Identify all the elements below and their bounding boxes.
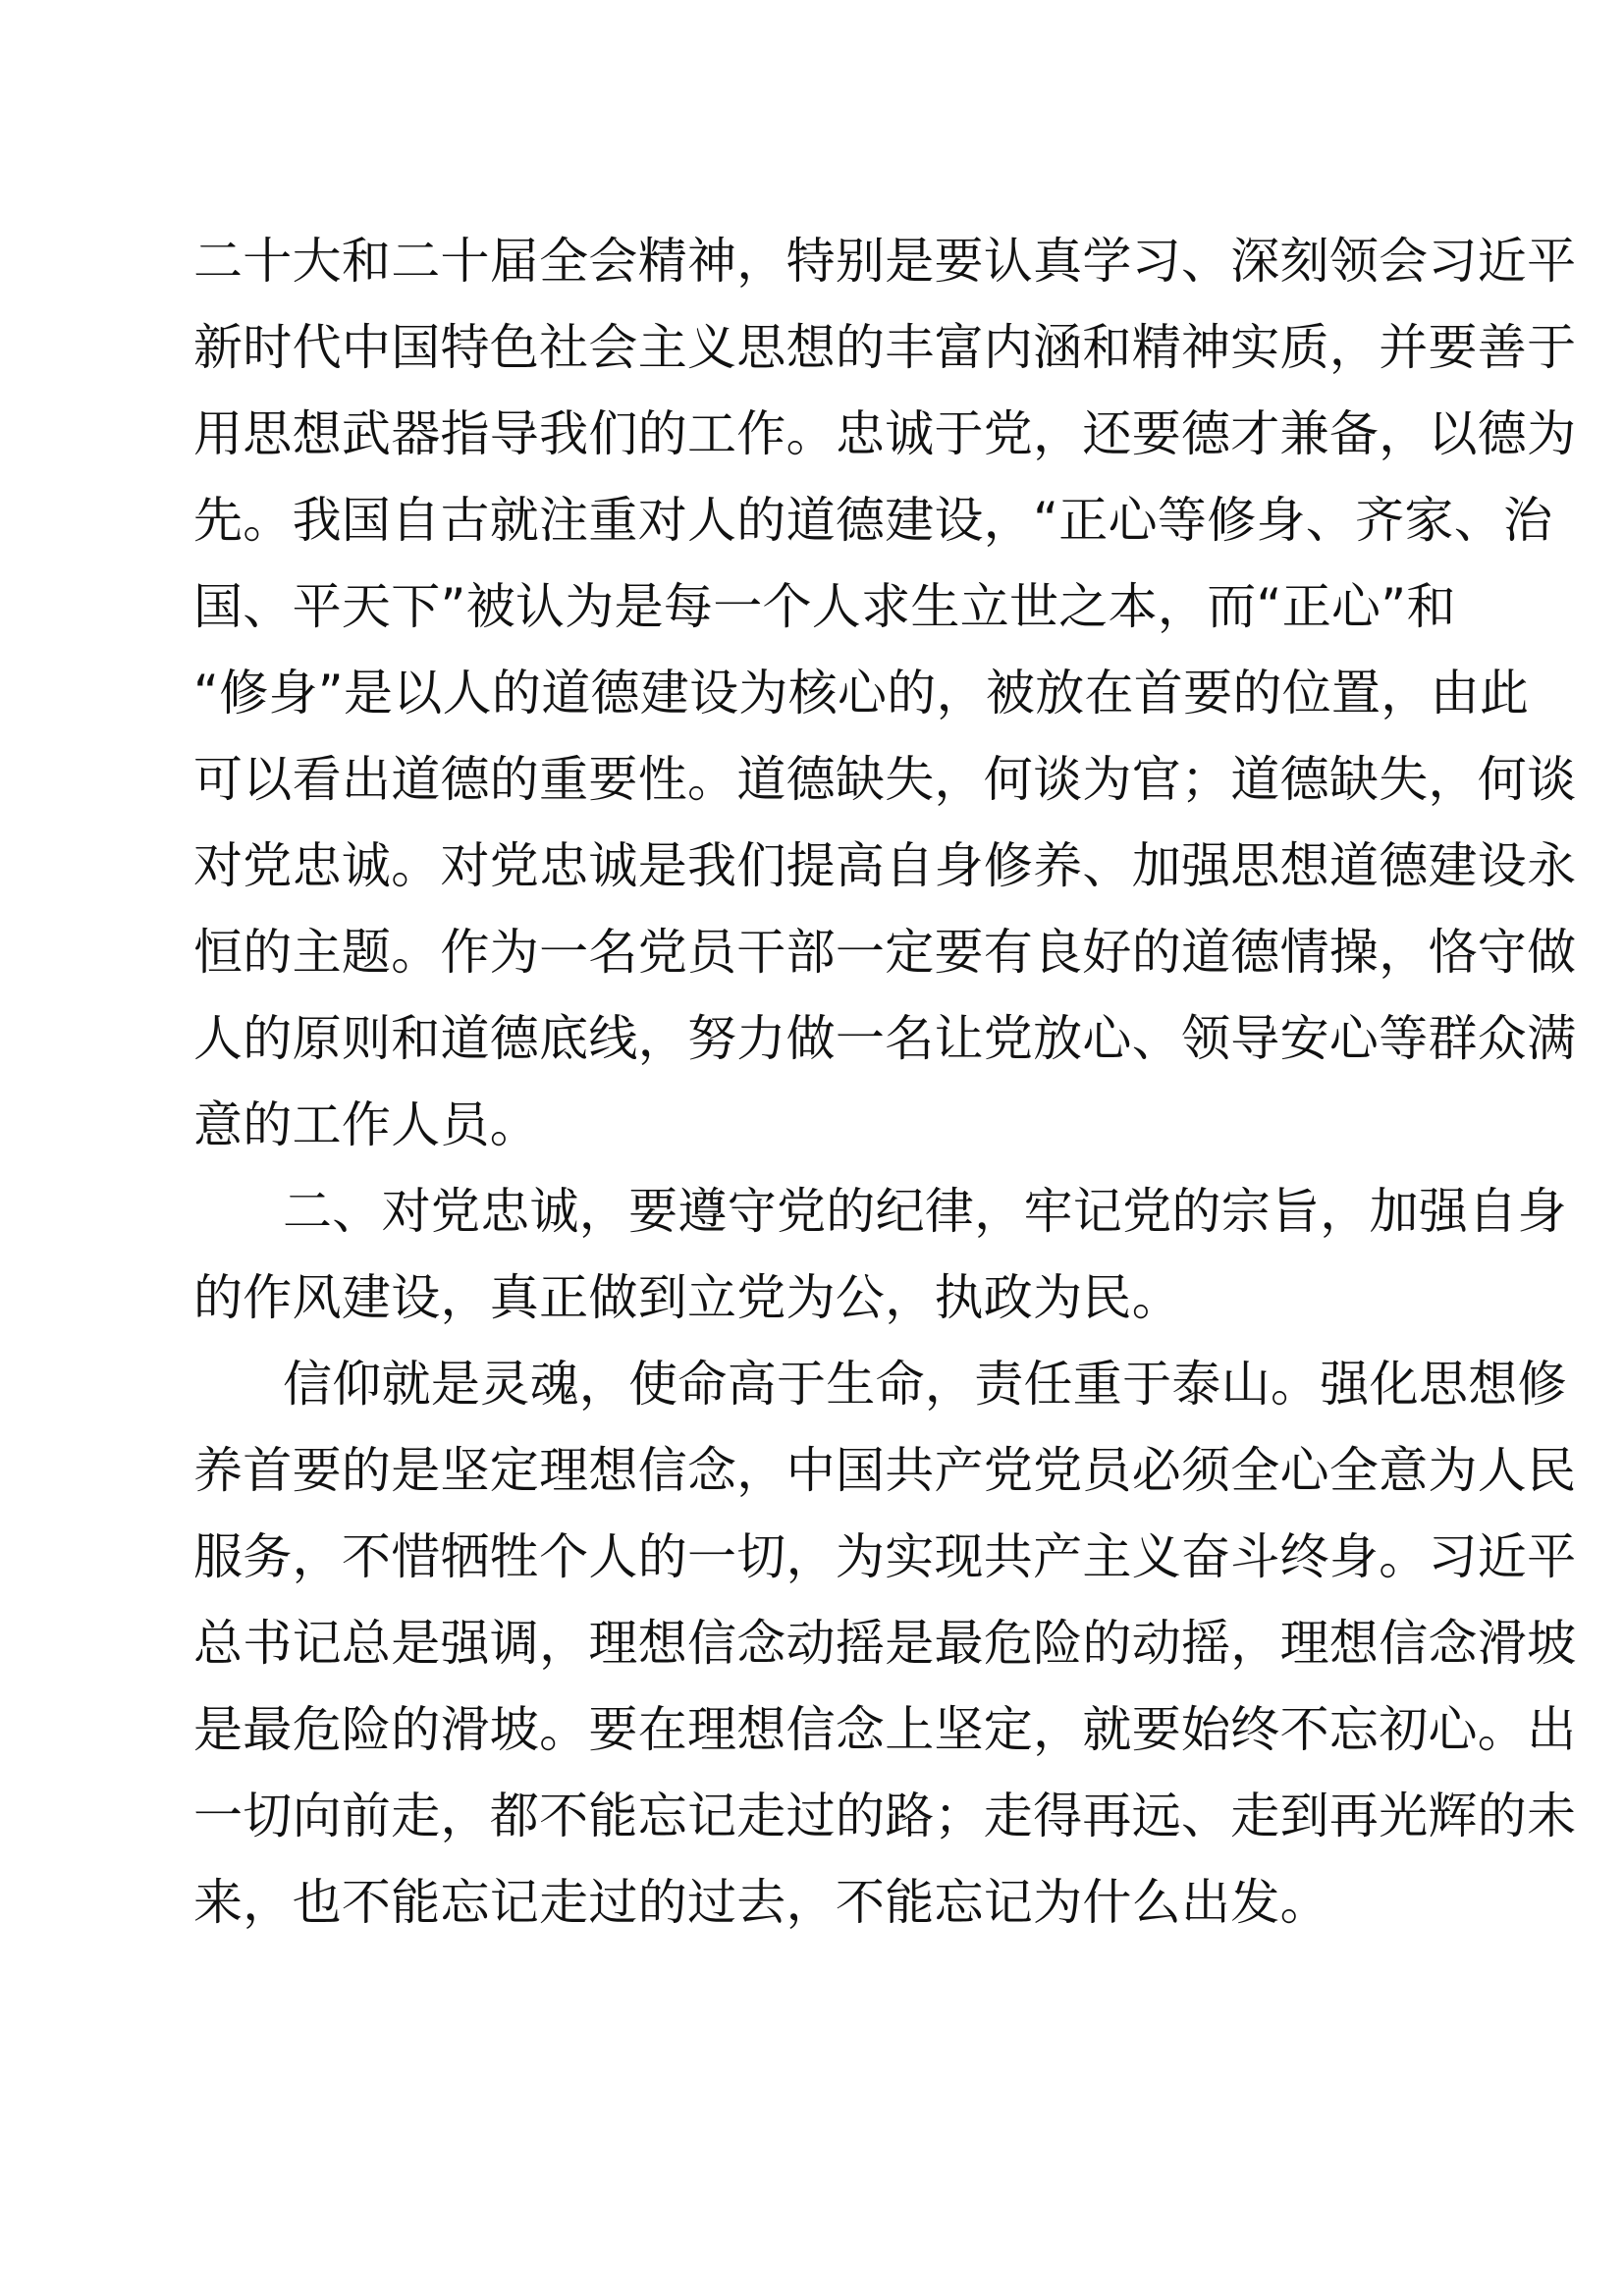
- section-heading-line: 二、对党忠诚，要遵守党的纪律，牢记党的宗旨，加强自身: [283, 1183, 1567, 1240]
- text-line: 一切向前走，都不能忘记走过的路；走得再远、走到再光辉的未: [193, 1788, 1577, 1844]
- text-line: 对党忠诚。对党忠诚是我们提高自身修养、加强思想道德建设永: [193, 837, 1577, 894]
- text-line: 恒的主题。作为一名党员干部一定要有良好的道德情操，恪守做: [193, 924, 1577, 981]
- text-line: 用思想武器指导我们的工作。忠诚于党，还要德才兼备，以德为: [193, 405, 1577, 462]
- text-line: 服务，不惜牺牲个人的一切，为实现共产主义奋斗终身。习近平: [193, 1528, 1577, 1585]
- text-line: 先。我国自古就注重对人的道德建设，“正心等修身、齐家、治: [193, 492, 1553, 549]
- text-line: 信仰就是灵魂，使命高于生命，责任重于泰山。强化思想修: [283, 1356, 1567, 1413]
- body-text: [193, 218, 1577, 1946]
- text-line: 国、平天下”被认为是每一个人求生立世之本，而“正心”和: [193, 578, 1456, 635]
- text-line: 是最危险的滑坡。要在理想信念上坚定，就要始终不忘初心。出: [193, 1701, 1577, 1758]
- text-line: 可以看出道德的重要性。道德缺失，何谈为官；道德缺失，何谈: [193, 751, 1577, 808]
- text-line: 养首要的是坚定理想信念，中国共产党党员必须全心全意为人民: [193, 1442, 1577, 1499]
- text-line: 来，也不能忘记走过的过去，不能忘记为什么出发。: [193, 1874, 1329, 1931]
- section-heading-line: 的作风建设，真正做到立党为公，执政为民。: [193, 1269, 1181, 1326]
- text-line: 新时代中国特色社会主义思想的丰富内涵和精神实质，并要善于: [193, 319, 1577, 376]
- text-line: 总书记总是强调，理想信念动摇是最危险的动摇，理想信念滑坡: [193, 1615, 1577, 1672]
- text-line: 二十大和二十届全会精神，特别是要认真学习、深刻领会习近平: [193, 233, 1577, 290]
- text-line: 人的原则和道德底线，努力做一名让党放心、领导安心等群众满: [193, 1010, 1577, 1067]
- text-line: 意的工作人员。: [193, 1096, 540, 1153]
- text-line: “修身”是以人的道德建设为核心的，被放在首要的位置，由此: [193, 665, 1530, 721]
